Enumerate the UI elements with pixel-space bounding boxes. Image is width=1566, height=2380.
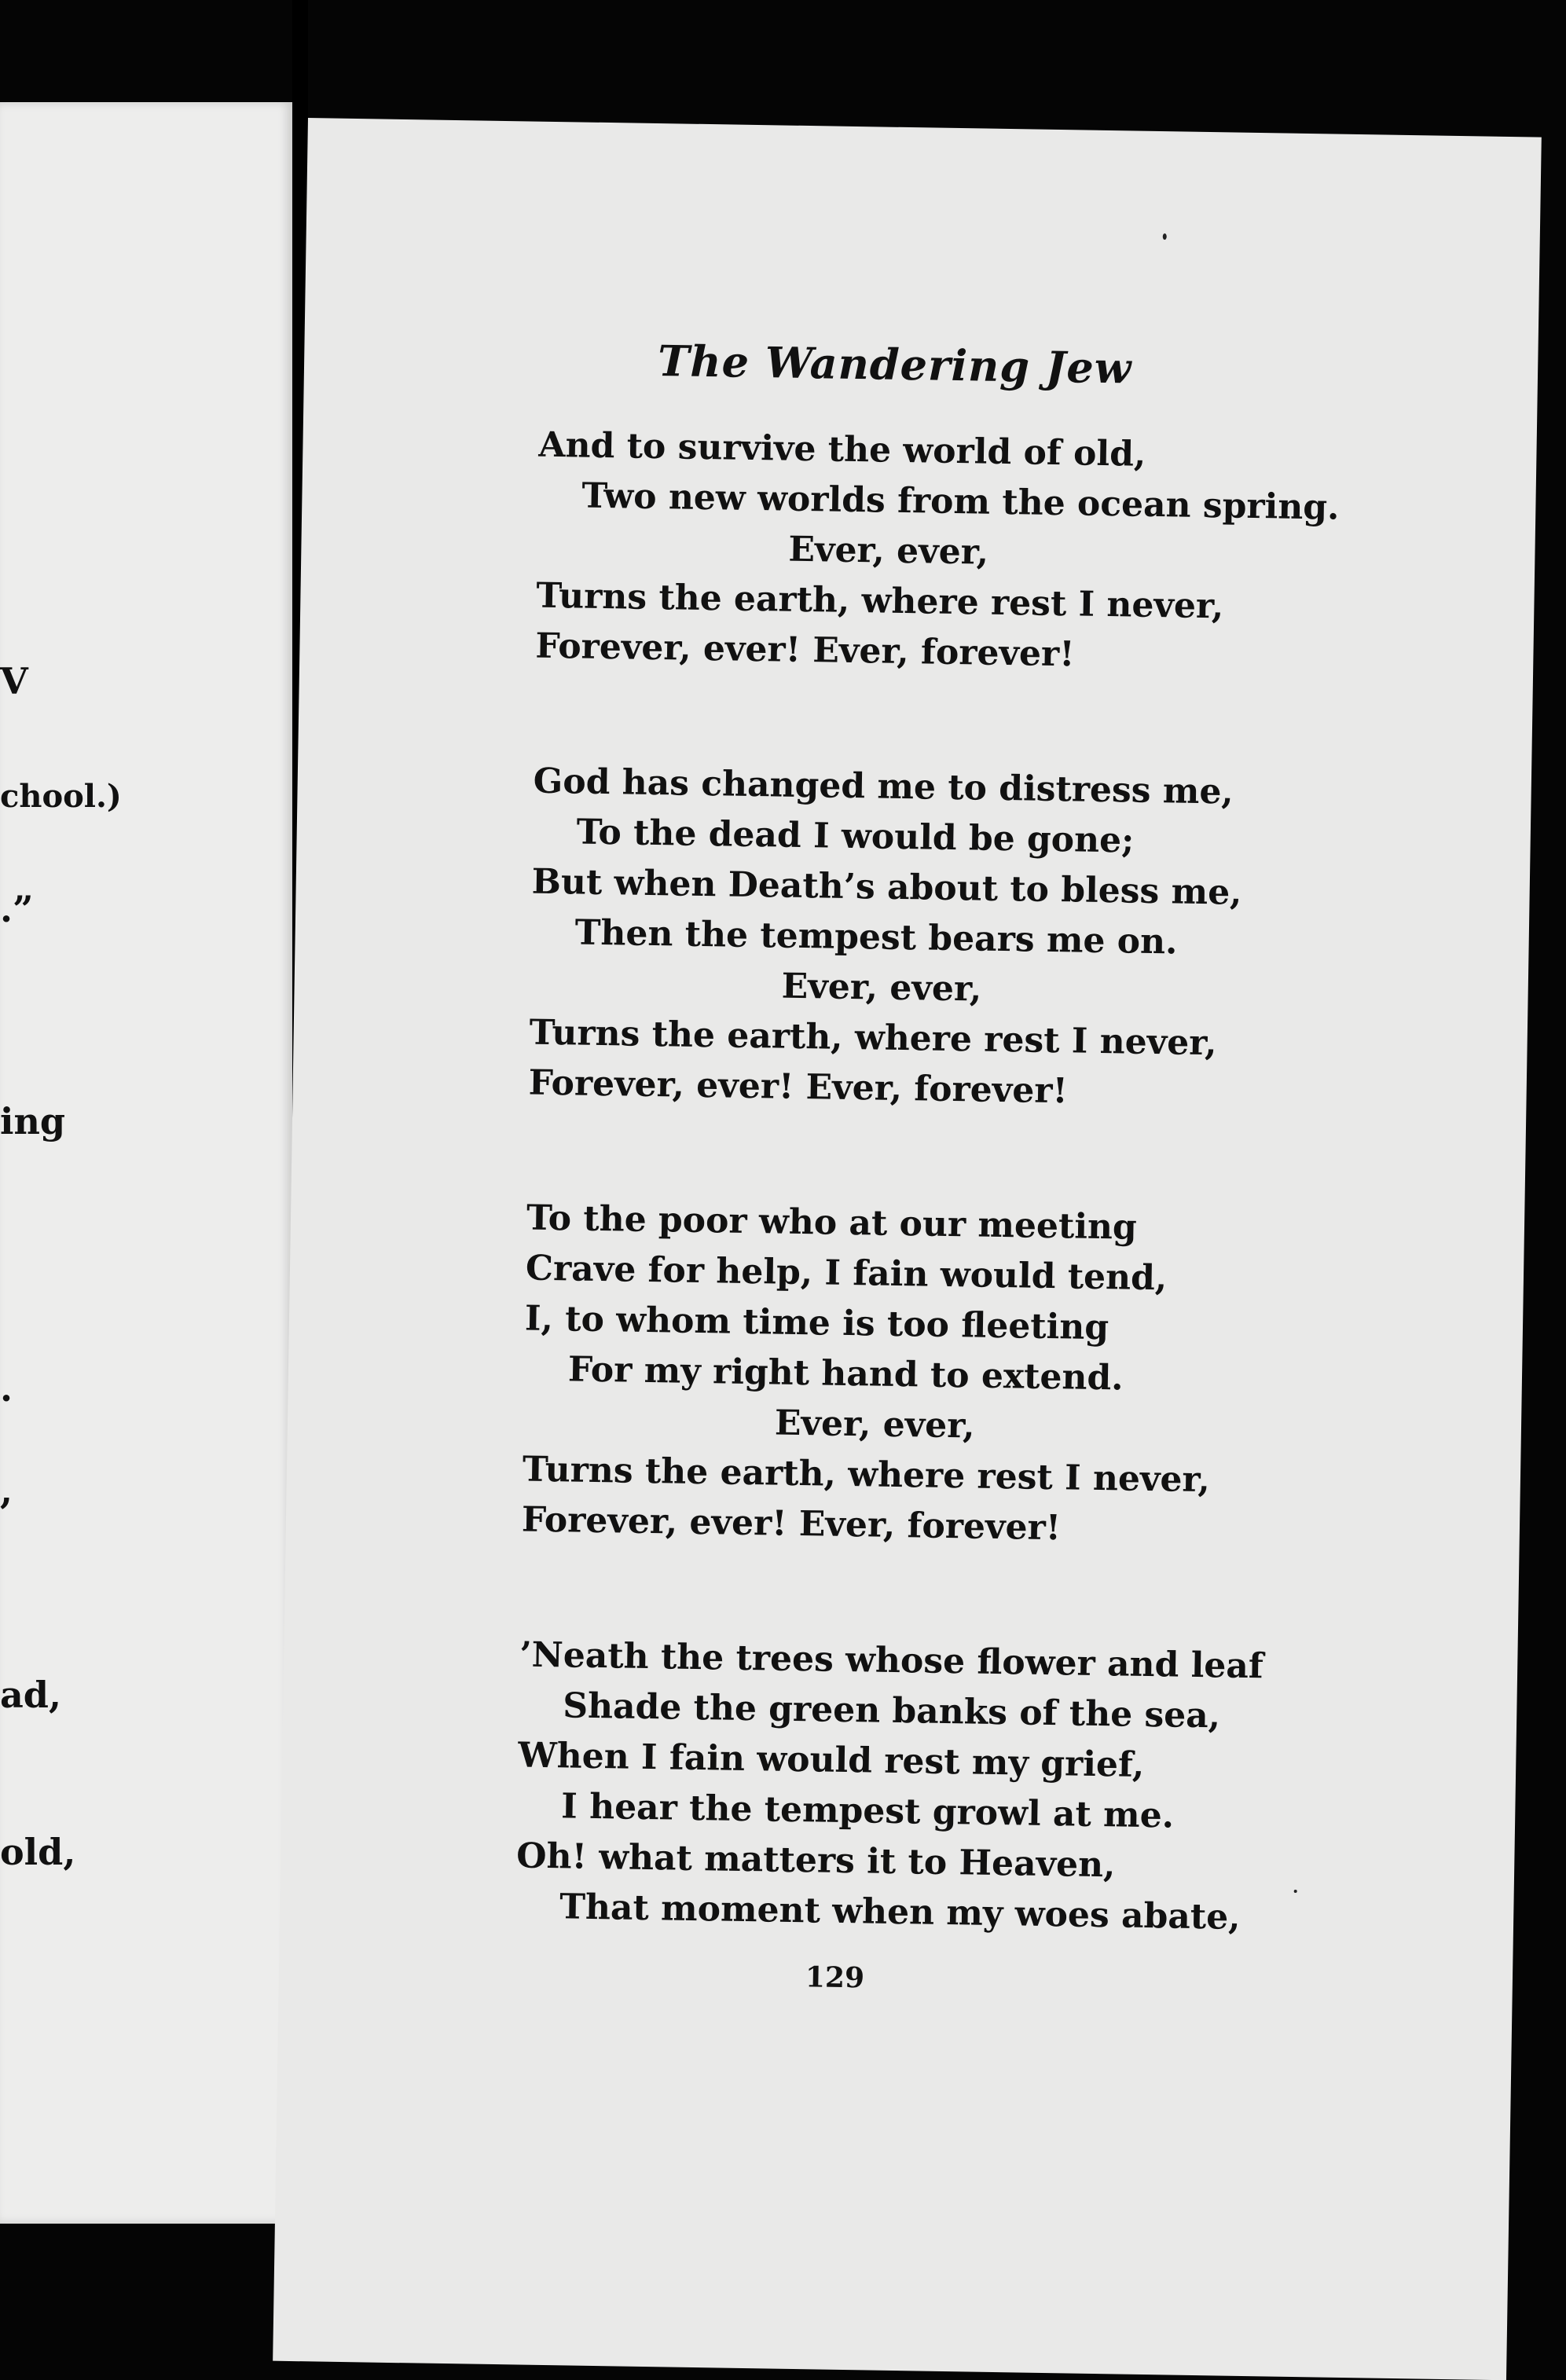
left-page-text: , [0, 1469, 13, 1512]
left-page-text: old, [0, 1831, 76, 1873]
poem-line: Shade the green banks of the sea, [562, 1685, 1221, 1736]
left-page-text: .” [0, 888, 34, 930]
poem-line: Turns the earth, where rest I never, [529, 1012, 1217, 1064]
poem-line: God has changed me to distress me, [533, 761, 1234, 812]
poem-line: Oh! what matters it to Heaven, [515, 1835, 1116, 1886]
poem-line: Crave for help, I fain would tend, [525, 1248, 1168, 1299]
page-number: 129 [805, 1960, 865, 1995]
poem-line: When I fain would rest my grief, [517, 1735, 1145, 1785]
poem-line: To the poor who at our meeting [526, 1197, 1138, 1248]
left-page-text: ing [0, 1100, 66, 1142]
poem-line: Turns the earth, where rest I never, [522, 1449, 1211, 1501]
stanza [528, 757, 1398, 1122]
stanza [535, 420, 1403, 685]
left-page-text: ad, [0, 1674, 61, 1716]
page-title: The Wandering Jew [657, 336, 1132, 394]
stanza [515, 1630, 1384, 1945]
poem-line: Ever, ever, [788, 529, 989, 573]
left-page-text: chool.) [0, 778, 122, 815]
poem-line: Two new worlds from the ocean spring. [581, 475, 1340, 528]
left-page-text: . [0, 1367, 13, 1410]
poem-line: I, to whom time is too fleeting [524, 1298, 1109, 1348]
poem-line: And to survive the world of old, [538, 424, 1146, 475]
poem-line: ’Neath the trees whose flower and leaf [519, 1634, 1264, 1687]
poem-line: Forever, ever! Ever, forever! [521, 1499, 1062, 1549]
paper-speck [1163, 233, 1167, 240]
poem-line: Turns the earth, where rest I never, [536, 575, 1224, 627]
poem-line: Forever, ever! Ever, forever! [535, 625, 1075, 675]
poem-line: I hear the tempest growl at me. [560, 1786, 1175, 1836]
poem-line: Forever, ever! Ever, forever! [528, 1062, 1069, 1112]
poem-line: But when Death’s about to bless me, [531, 861, 1242, 913]
poem-line: For my right hand to extend. [567, 1349, 1124, 1399]
poem-line: To the dead I would be gone; [576, 812, 1135, 861]
paper-speck [1294, 1890, 1297, 1893]
poem-line: Ever, ever, [774, 1403, 975, 1447]
poem-line: Then the tempest bears me on. [574, 912, 1178, 963]
left-page-fragment [0, 102, 292, 2224]
book-page [273, 118, 1542, 2380]
poem-line: Ever, ever, [781, 966, 982, 1010]
stanza [522, 1194, 1392, 1559]
poem-line: That moment when my woes abate, [559, 1887, 1241, 1938]
poem [514, 420, 1403, 2030]
left-page-text: V [0, 660, 28, 702]
